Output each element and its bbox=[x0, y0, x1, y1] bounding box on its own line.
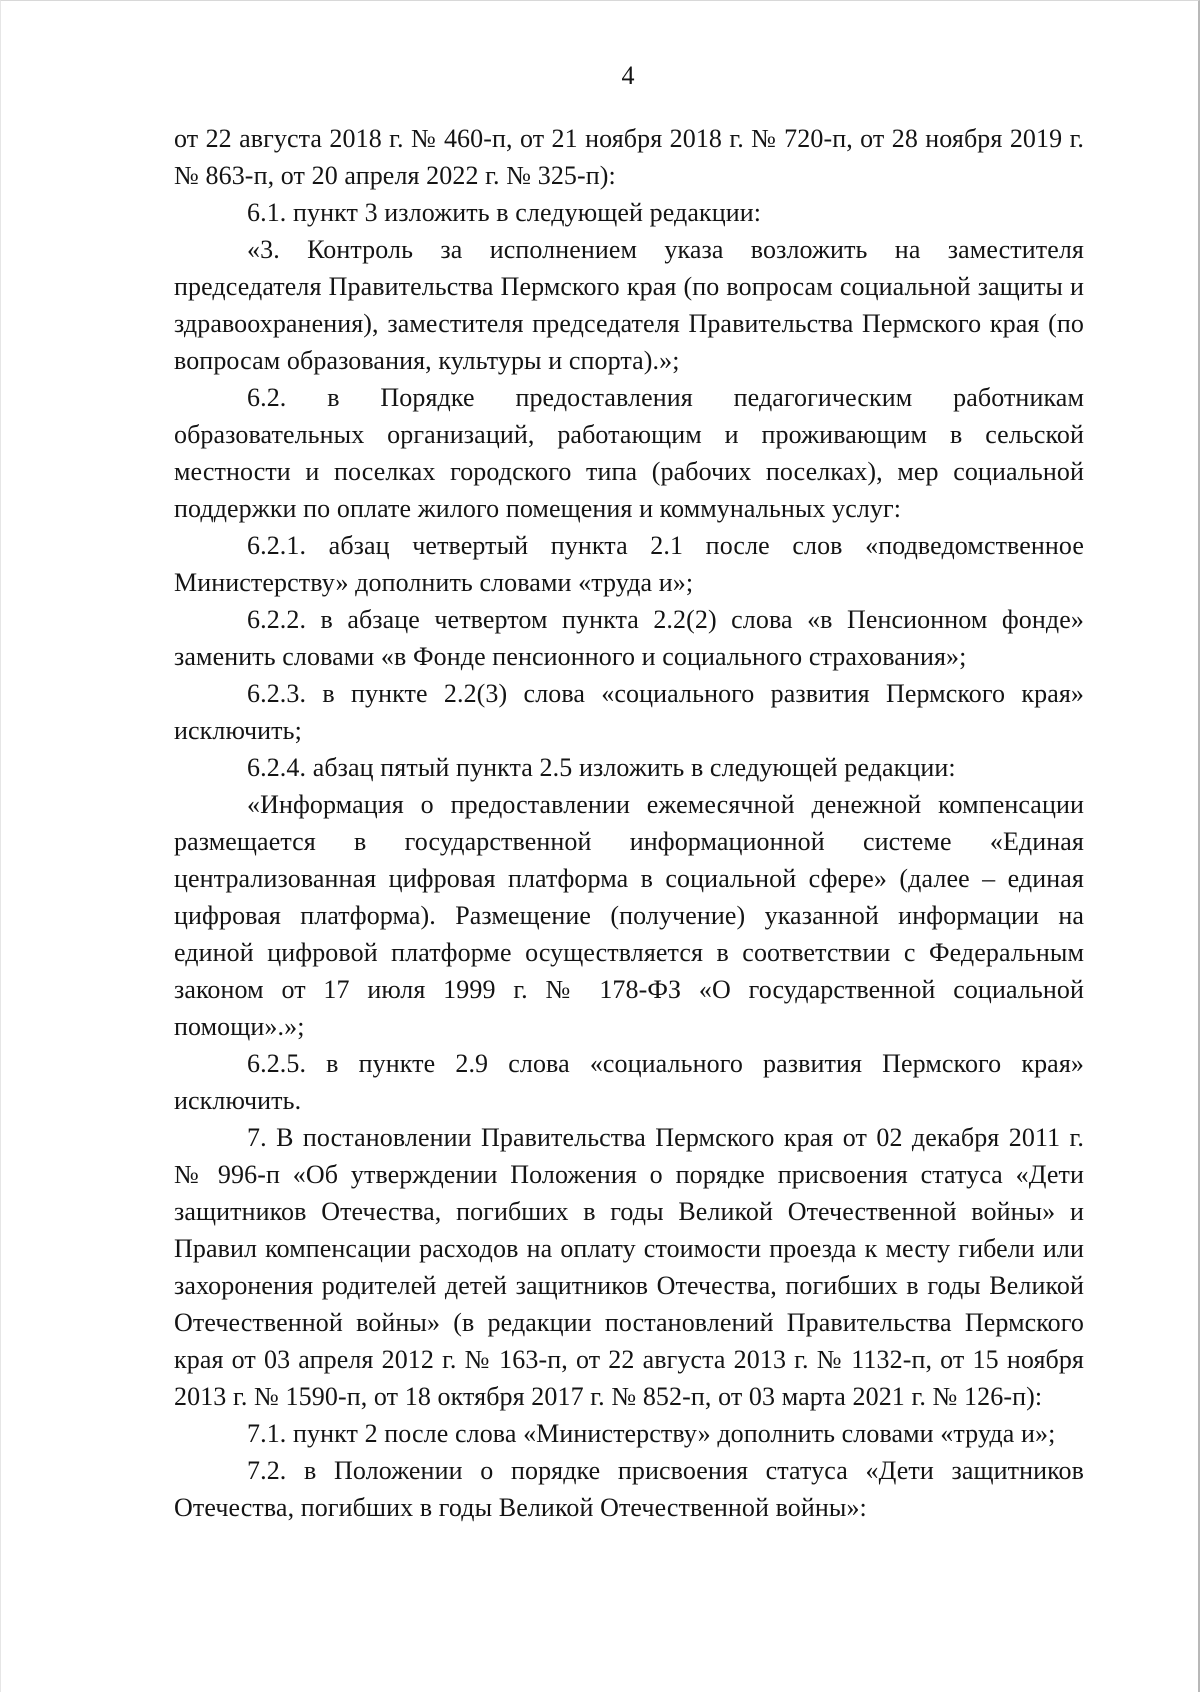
document-body bbox=[174, 120, 1084, 1526]
page-number: 4 bbox=[621, 61, 635, 90]
paragraph-6-2-1: 6.2.1. абзац четвертый пункта 2.1 после слов «подведомственное Министерству» дополнить словами «труда и»; bbox=[174, 531, 1084, 597]
paragraph-continuation: от 22 августа 2018 г. № 460-п, от 21 ноября 2018 г. № 720-п, от 28 ноября 2019 г. № 863-п, от 20 апреля 2022 г. № 325-п): bbox=[174, 124, 1084, 190]
paragraph-6-2-4: 6.2.4. абзац пятый пункта 2.5 изложить в следующей редакции: bbox=[247, 753, 956, 782]
paragraph-7-2: 7.2. в Положении о порядке присвоения статуса «Дети защитников Отечества, погибших в годы Великой Отечественной войны»: bbox=[174, 1456, 1084, 1522]
paragraph-6-2-5: 6.2.5. в пункте 2.9 слова «социального развития Пермского края» исключить. bbox=[174, 1049, 1084, 1115]
paragraph-quote-information: «Информация о предоставлении ежемесячной денежной компенсации размещается в государственной информационной системе «Единая централизованная цифровая платформа в социальной сфере» (далее – единая цифровая платформа). Размещение (получение) указанной информации на единой цифровой платформе осуществляется в соответствии с Федеральным законом от 17 июля 1999 г. № 178-ФЗ «О государственной социальной помощи».»; bbox=[174, 790, 1084, 1041]
paragraph-6-1: 6.1. пункт 3 изложить в следующей редакции: bbox=[247, 198, 762, 227]
paragraph-7-1: 7.1. пункт 2 после слова «Министерству» дополнить словами «труда и»; bbox=[247, 1419, 1056, 1448]
paragraph-quote-3: «3. Контроль за исполнением указа возложить на заместителя председателя Правительства Пермского края (по вопросам социальной защиты и здравоохранения), заместителя председателя Правительства Пермского края (по вопросам образования, культуры и спорта).»; bbox=[174, 235, 1084, 375]
paragraph-7: 7. В постановлении Правительства Пермского края от 02 декабря 2011 г. № 996-п «Об утверждении Положения о порядке присвоения статуса «Дети защитников Отечества, погибших в годы Великой Отечественной войны» и Правил компенсации расходов на оплату стоимости проезда к месту гибели или захоронения родителей детей защитников Отечества, погибших в годы Великой Отечественной войны» (в редакции постановлений Правительства Пермского края от 03 апреля 2012 г. № 163-п, от 22 августа 2013 г. № 1132-п, от 15 ноября 2013 г. № 1590-п, от 18 октября 2017 г. № 852-п, от 03 марта 2021 г. № 126-п): bbox=[174, 1123, 1084, 1411]
paragraph-6-2-3: 6.2.3. в пункте 2.2(3) слова «социального развития Пермского края» исключить; bbox=[174, 679, 1084, 745]
paragraph-6-2: 6.2. в Порядке предоставления педагогическим работникам образовательных организаций, работающим и проживающим в сельской местности и поселках городского типа (рабочих поселках), мер социальной поддержки по оплате жилого помещения и коммунальных услуг: bbox=[174, 383, 1084, 523]
paragraph-6-2-2: 6.2.2. в абзаце четвертом пункта 2.2(2) слова «в Пенсионном фонде» заменить словами «в Фонде пенсионного и социального страхования»; bbox=[174, 605, 1084, 671]
